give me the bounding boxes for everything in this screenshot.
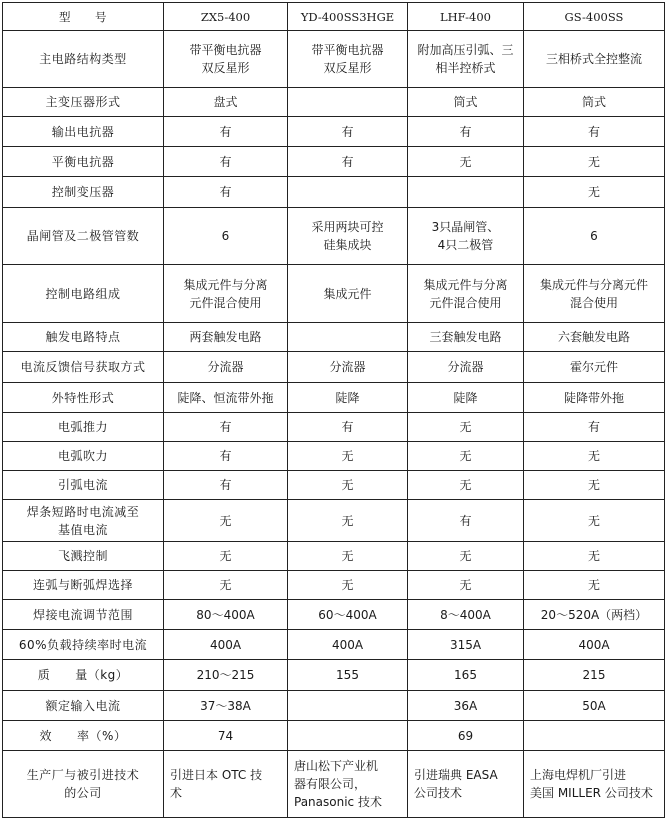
table-cell: 无: [408, 442, 524, 471]
table-cell: 无: [164, 500, 288, 542]
table-cell: 无: [408, 471, 524, 500]
row-label: 引弧电流: [3, 471, 164, 500]
table-cell: 带平衡电抗器 双反星形: [288, 31, 408, 88]
table-cell: [408, 177, 524, 208]
table-cell: [288, 177, 408, 208]
table-cell: 集成元件与分离 元件混合使用: [408, 265, 524, 323]
row-label: 外特性形式: [3, 383, 164, 413]
table-cell: 69: [408, 721, 524, 751]
row-label: 飞溅控制: [3, 542, 164, 571]
table-row: [3, 323, 665, 352]
table-cell: 无: [524, 500, 665, 542]
table-cell: 无: [524, 542, 665, 571]
table-row: [3, 31, 665, 88]
table-cell: 6: [524, 208, 665, 265]
table-cell: 无: [524, 177, 665, 208]
table-cell: 3只晶闸管、 4只二极管: [408, 208, 524, 265]
table-row: [3, 542, 665, 571]
table-cell: 筒式: [408, 88, 524, 117]
table-cell: 附加高压引弧、三 相半控桥式: [408, 31, 524, 88]
table-cell: 无: [288, 471, 408, 500]
row-label: 焊接电流调节范围: [3, 600, 164, 630]
table-cell: 有: [288, 147, 408, 177]
table-cell: 有: [288, 413, 408, 442]
table-cell: 分流器: [164, 352, 288, 383]
row-label: 主电路结构类型: [3, 31, 164, 88]
table-cell: 有: [164, 147, 288, 177]
table-cell: [288, 323, 408, 352]
table-cell: 6: [164, 208, 288, 265]
table-cell: 165: [408, 660, 524, 691]
table-cell: 无: [408, 542, 524, 571]
table-cell: 有: [288, 117, 408, 147]
table-cell: 37～38A: [164, 691, 288, 721]
table-cell: 分流器: [288, 352, 408, 383]
row-label: 额定输入电流: [3, 691, 164, 721]
row-label: 生产厂与被引进技术 的公司: [3, 751, 164, 818]
table-cell: 集成元件与分离 元件混合使用: [164, 265, 288, 323]
table-cell: 分流器: [408, 352, 524, 383]
table-cell: [288, 721, 408, 751]
table-cell: 无: [288, 442, 408, 471]
table-cell: 有: [524, 117, 665, 147]
row-label: 60%负载持续率时电流: [3, 630, 164, 660]
table-cell: [288, 691, 408, 721]
table-row: [3, 471, 665, 500]
header-yd-400ss3hge: YD-400SS3HGE: [288, 3, 408, 31]
header-model-label: 型 号: [3, 3, 164, 31]
table-header-row: [3, 3, 665, 31]
table-cell: 两套触发电路: [164, 323, 288, 352]
table-cell: 无: [524, 442, 665, 471]
table-row: [3, 571, 665, 600]
table-cell: 400A: [164, 630, 288, 660]
row-label: 焊条短路时电流减至 基值电流: [3, 500, 164, 542]
table-row: [3, 88, 665, 117]
table-cell: 集成元件: [288, 265, 408, 323]
table-row: [3, 751, 665, 818]
table-cell: 集成元件与分离元件 混合使用: [524, 265, 665, 323]
header-zx5-400: ZX5-400: [164, 3, 288, 31]
table-cell: 唐山松下产业机 器有限公司， Panasonic 技术: [288, 751, 408, 818]
table-cell: 8～400A: [408, 600, 524, 630]
header-lhf-400: LHF-400: [408, 3, 524, 31]
header-gs-400ss: GS-400SS: [524, 3, 665, 31]
table-row: [3, 442, 665, 471]
table-cell: 400A: [524, 630, 665, 660]
table-cell: 陡降带外拖: [524, 383, 665, 413]
table-row: [3, 352, 665, 383]
table-row: [3, 500, 665, 542]
table-row: [3, 383, 665, 413]
table-cell: 无: [408, 571, 524, 600]
table-cell: 无: [408, 147, 524, 177]
table-cell: 215: [524, 660, 665, 691]
table-cell: 无: [524, 471, 665, 500]
table-cell: 有: [408, 117, 524, 147]
table-cell: 采用两块可控 硅集成块: [288, 208, 408, 265]
table-cell: 60～400A: [288, 600, 408, 630]
table-cell: 20～520A（两档）: [524, 600, 665, 630]
table-cell: 有: [164, 442, 288, 471]
table-row: [3, 177, 665, 208]
table-cell: 无: [408, 413, 524, 442]
table-cell: [288, 88, 408, 117]
table-cell: 陡降: [288, 383, 408, 413]
table-row: [3, 630, 665, 660]
table-row: [3, 600, 665, 630]
table-cell: 六套触发电路: [524, 323, 665, 352]
row-label: 电流反馈信号获取方式: [3, 352, 164, 383]
row-label: 控制变压器: [3, 177, 164, 208]
table-cell: 无: [524, 147, 665, 177]
table-cell: 带平衡电抗器 双反星形: [164, 31, 288, 88]
table-cell: 有: [408, 500, 524, 542]
table-row: [3, 660, 665, 691]
table-cell: [524, 721, 665, 751]
row-label: 控制电路组成: [3, 265, 164, 323]
table-cell: 无: [288, 571, 408, 600]
table-cell: 50A: [524, 691, 665, 721]
row-label: 电弧吹力: [3, 442, 164, 471]
row-label: 平衡电抗器: [3, 147, 164, 177]
table-cell: 陡降: [408, 383, 524, 413]
table-cell: 三相桥式全控整流: [524, 31, 665, 88]
table-cell: 三套触发电路: [408, 323, 524, 352]
table-cell: 无: [164, 542, 288, 571]
table-cell: 无: [524, 571, 665, 600]
table-cell: 有: [164, 117, 288, 147]
table-cell: 无: [288, 542, 408, 571]
table-cell: 有: [164, 471, 288, 500]
table-cell: 引进日本 OTC 技 术: [164, 751, 288, 818]
table-cell: 400A: [288, 630, 408, 660]
table-cell: 有: [524, 413, 665, 442]
table-row: [3, 208, 665, 265]
spec-table: [2, 2, 665, 818]
table-cell: 有: [164, 413, 288, 442]
table-cell: 盘式: [164, 88, 288, 117]
table-cell: 155: [288, 660, 408, 691]
table-cell: 筒式: [524, 88, 665, 117]
table-cell: 无: [288, 500, 408, 542]
table-cell: 上海电焊机厂引进 美国 MILLER 公司技术: [524, 751, 665, 818]
table-row: [3, 117, 665, 147]
table-row: [3, 265, 665, 323]
table-cell: 36A: [408, 691, 524, 721]
row-label: 输出电抗器: [3, 117, 164, 147]
row-label: 质 量（kg）: [3, 660, 164, 691]
table-cell: 80～400A: [164, 600, 288, 630]
table-cell: 霍尔元件: [524, 352, 665, 383]
table-row: [3, 413, 665, 442]
row-label: 晶闸管及二极管管数: [3, 208, 164, 265]
table-cell: 无: [164, 571, 288, 600]
table-cell: 210～215: [164, 660, 288, 691]
row-label: 主变压器形式: [3, 88, 164, 117]
table-cell: 有: [164, 177, 288, 208]
table-cell: 陡降、恒流带外拖: [164, 383, 288, 413]
row-label: 效 率（%）: [3, 721, 164, 751]
table-cell: 315A: [408, 630, 524, 660]
row-label: 连弧与断弧焊选择: [3, 571, 164, 600]
table-cell: 引进瑞典 EASA 公司技术: [408, 751, 524, 818]
row-label: 电弧推力: [3, 413, 164, 442]
table-row: [3, 691, 665, 721]
table-row: [3, 721, 665, 751]
table-cell: 74: [164, 721, 288, 751]
row-label: 触发电路特点: [3, 323, 164, 352]
table-row: [3, 147, 665, 177]
